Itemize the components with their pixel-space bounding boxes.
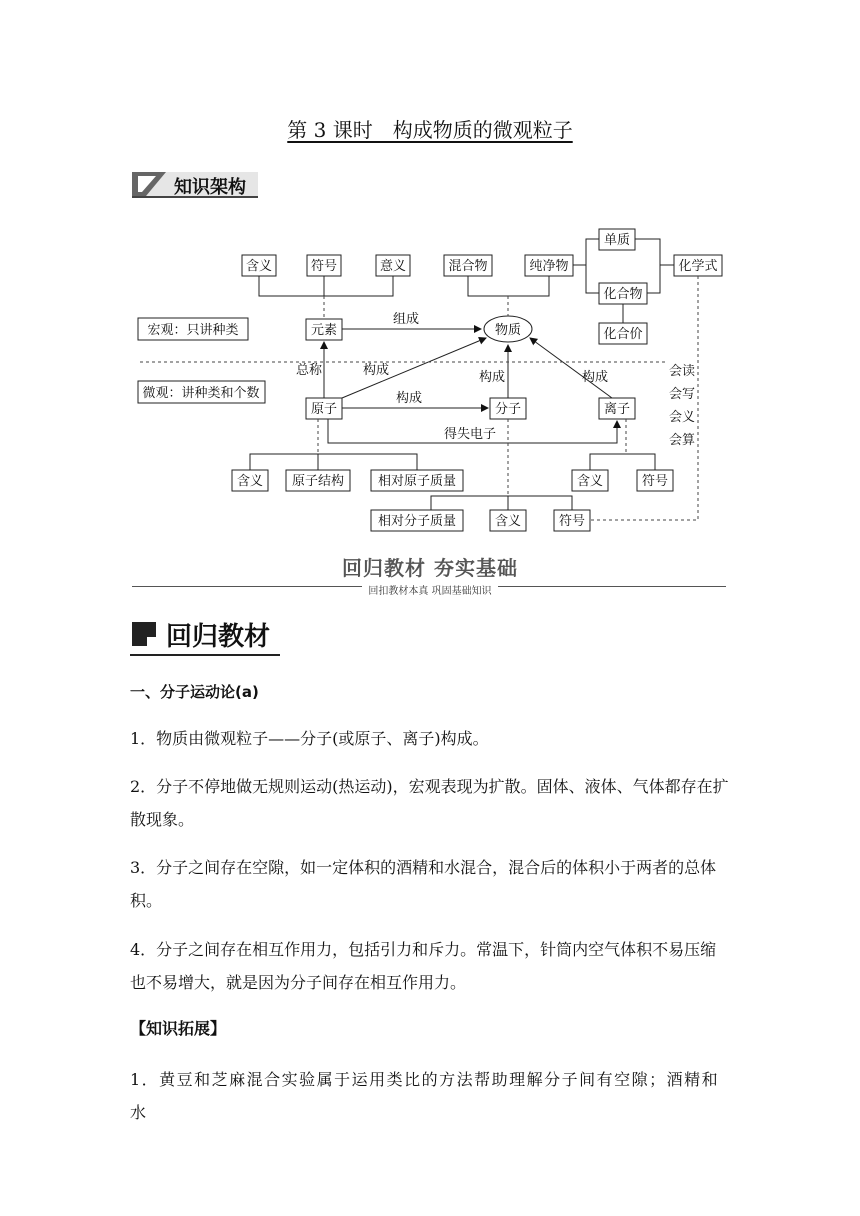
extension-paragraph-1: 1．黄豆和芝麻混合实验属于运用类比的方法帮助理解分子间有空隙；酒精和水 <box>130 1070 720 1122</box>
label-atom-meaning: 含义 <box>236 474 264 489</box>
label-ion-symbol: 符号 <box>641 474 669 489</box>
label-atom-structure: 原子结构 <box>291 474 345 489</box>
label-skill-meaning: 会义 <box>668 410 696 425</box>
label-compound: 化合物 <box>603 287 643 302</box>
section-square-icon <box>132 622 156 646</box>
label-form-ion-substance: 构成 <box>581 370 609 385</box>
label-micro-note: 微观：讲种类和个数 <box>142 386 260 401</box>
label-ion-meaning: 含义 <box>576 474 604 489</box>
label-compose: 组成 <box>392 312 420 327</box>
label-form-atom-molecule: 构成 <box>395 391 423 406</box>
label-molecule: 分子 <box>494 402 522 417</box>
label-pure-substance: 纯净物 <box>529 259 569 274</box>
knowledge-extension-heading: 【知识拓展】 <box>130 1019 227 1038</box>
label-relative-atomic-mass: 相对原子质量 <box>377 474 457 489</box>
label-skill-read: 会读 <box>668 364 696 379</box>
paragraph-4: 4．分子之间存在相互作用力，包括引力和斥力。常温下，针筒内空气体积不易压缩也不易增大，就是因为分子间存在相互作用力。 <box>130 940 717 992</box>
label-formula: 化学式 <box>678 259 718 274</box>
label-molecule-meaning: 含义 <box>494 514 522 529</box>
label-valence: 化合价 <box>603 327 643 342</box>
paragraph-1: 1．物质由微观粒子——分子(或原子、离子)构成。 <box>130 729 489 748</box>
label-mixture: 混合物 <box>448 259 488 274</box>
label-relative-molecular-mass: 相对分子质量 <box>377 514 457 529</box>
banner-title: 回归教材 夯实基础 <box>342 556 518 580</box>
label-form-atom-substance: 构成 <box>362 363 390 378</box>
label-electron: 得失电子 <box>443 427 497 442</box>
section-header-textbook: 回归教材 <box>130 614 280 656</box>
page-title: 第 3 课时 构成物质的微观粒子 <box>287 118 573 142</box>
label-significance-top: 意义 <box>379 259 407 274</box>
label-meaning-top: 含义 <box>245 259 273 274</box>
paragraph-3: 3．分子之间存在空隙，如一定体积的酒精和水混合，混合后的体积小于两者的总体积。 <box>130 858 717 910</box>
label-symbol-top: 符号 <box>310 259 338 274</box>
label-atom: 原子 <box>310 402 338 417</box>
label-form-molecule-substance: 构成 <box>478 370 506 385</box>
concept-diagram <box>0 0 860 545</box>
label-generic: 总称 <box>295 363 323 378</box>
section-header-knowledge: 知识架构 <box>132 172 258 198</box>
label-molecule-symbol: 符号 <box>558 514 586 529</box>
label-substance: 物质 <box>494 323 522 338</box>
label-single: 单质 <box>603 233 631 248</box>
banner-subtitle: 回扣教材本真 巩固基础知识 <box>0 579 860 598</box>
label-element: 元素 <box>310 323 338 338</box>
label-macro-note: 宏观：只讲种类 <box>147 323 239 338</box>
label-ion: 离子 <box>603 402 631 417</box>
heading-molecular-theory: 一、分子运动论(a) <box>130 683 259 701</box>
label-skill-calc: 会算 <box>668 433 696 448</box>
paragraph-2: 2．分子不停地做无规则运动(热运动)，宏观表现为扩散。固体、液体、气体都存在扩散现象。 <box>130 777 729 829</box>
label-skill-write: 会写 <box>668 387 696 402</box>
